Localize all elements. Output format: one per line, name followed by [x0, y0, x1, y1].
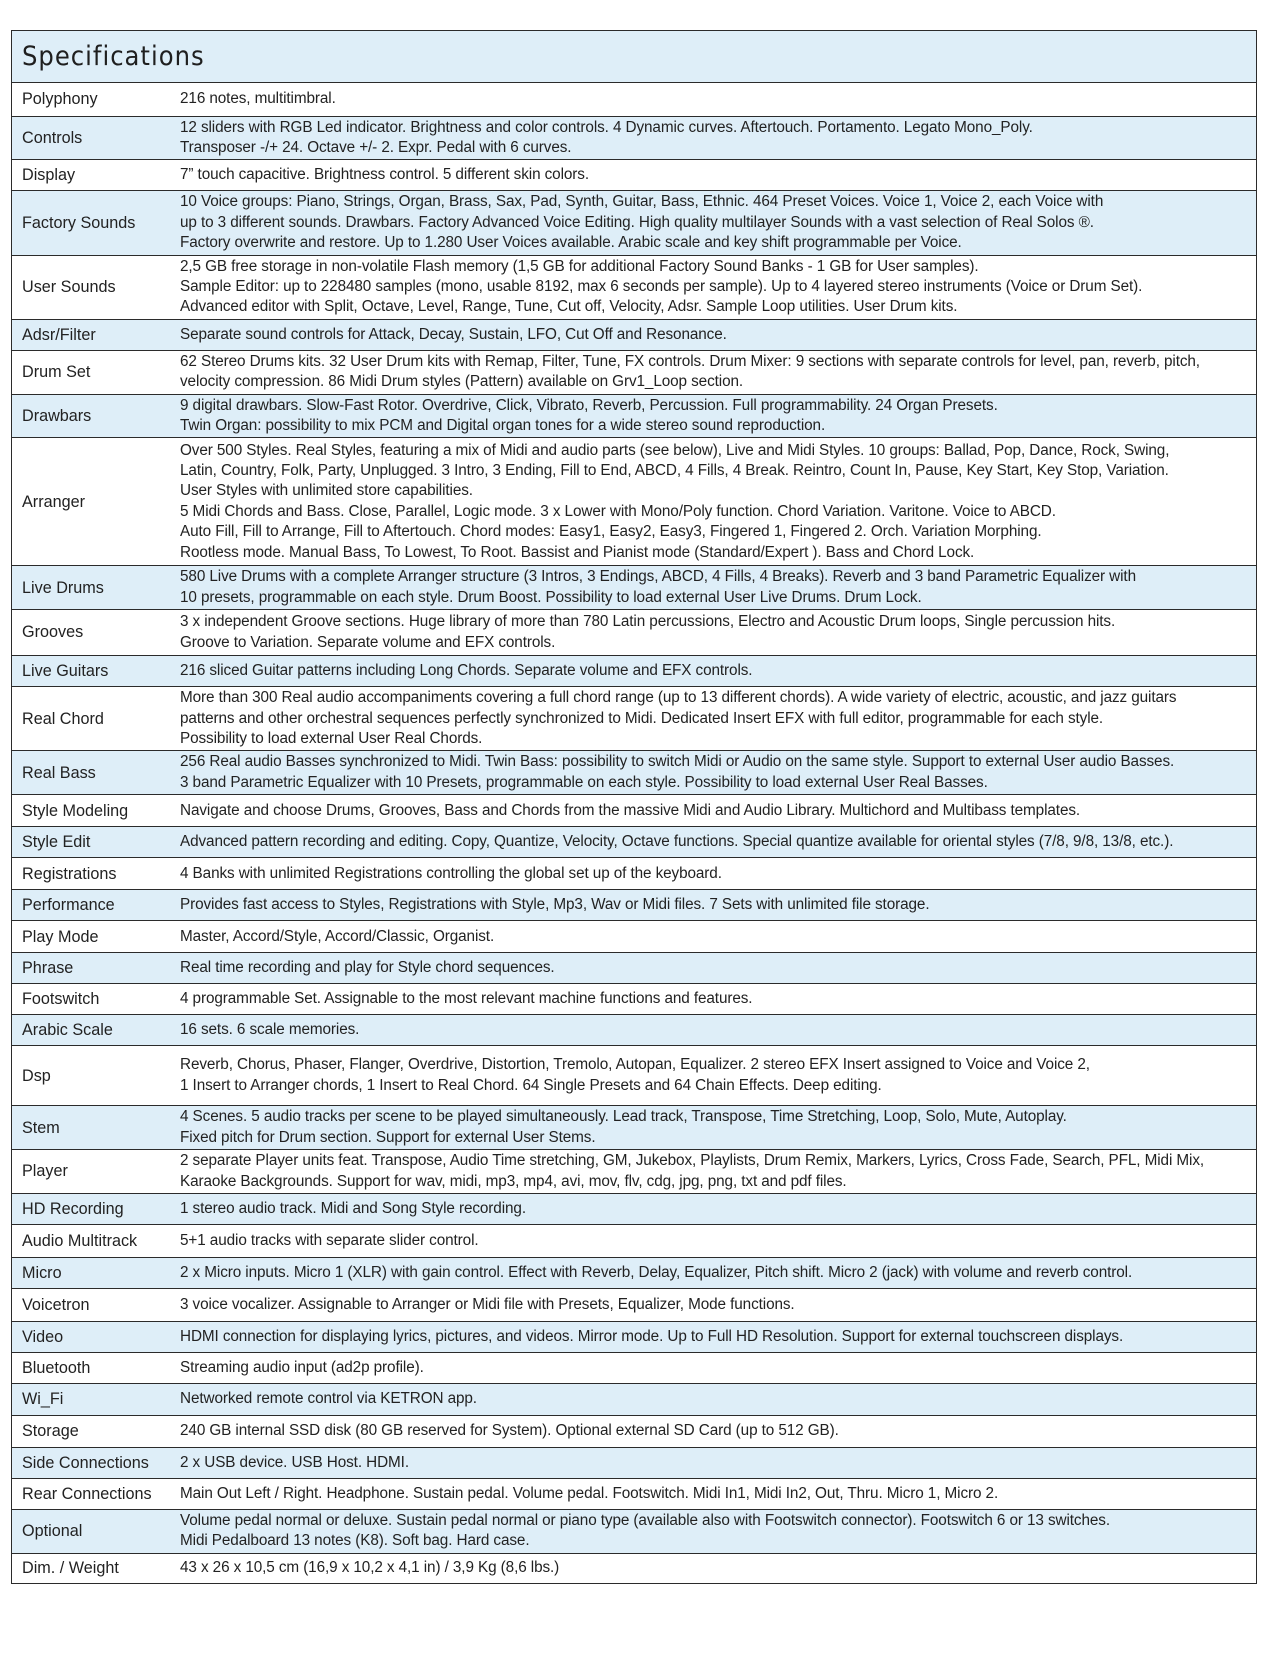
- spec-row: [12, 1416, 1256, 1448]
- spec-label: Controls: [12, 116, 180, 160]
- spec-value-line: 4 Scenes. 5 audio tracks per scene to be played simultaneously. Lead track, Transpose, Time Stretching, Loop, Solo, Mute, Autoplay.: [180, 1108, 1067, 1126]
- spec-label: Side Connections: [12, 1448, 180, 1479]
- spec-value-line: 5 Midi Chords and Bass. Close, Parallel, Logic mode. 3 x Lower with Mono/Poly function. Chord Variation. Varitone. Voice to ABCD.: [180, 502, 1056, 520]
- spec-value-line: Twin Organ: possibility to mix PCM and Digital organ tones for a wide stereo sound reproduction.: [180, 416, 826, 434]
- spec-value-line: Transposer -/+ 24. Octave +/- 2. Expr. Pedal with 6 curves.: [180, 138, 572, 156]
- spec-value-line: Factory overwrite and restore. Up to 1.280 User Voices available. Arabic scale and key shift programmable per Voice.: [180, 234, 962, 252]
- spec-row: [12, 1046, 1256, 1106]
- spec-value-line: patterns and other orchestral sequences perfectly synchronized to Midi. Dedicated Insert EFX with full editor, programmable for each style.: [180, 709, 1104, 727]
- spec-value-line: Karaoke Backgrounds. Support for wav, midi, mp3, mp4, avi, mov, flv, cdg, jpg, png, txt and pdf files.: [180, 1172, 847, 1190]
- spec-value-line: 10 presets, programmable on each style. Drum Boost. Possibility to load external User Live Drums. Drum Lock.: [180, 588, 922, 606]
- spec-value: [180, 566, 1256, 610]
- spec-value-line: 3 x independent Groove sections. Huge library of more than 780 Latin percussions, Electro and Acoustic Drum loops, Single percussion hits.: [180, 613, 1116, 631]
- spec-row: [12, 1289, 1256, 1322]
- spec-value-line: Possibility to load external User Real Chords.: [180, 730, 483, 747]
- spec-value-line: Streaming audio input (ad2p profile).: [180, 1358, 424, 1376]
- spec-label: Arranger: [12, 438, 180, 566]
- spec-value: [180, 890, 1256, 921]
- spec-row: [12, 1322, 1256, 1353]
- spec-value: [180, 394, 1256, 438]
- spec-value: [180, 1194, 1256, 1225]
- spec-row: [12, 656, 1256, 687]
- spec-value: [180, 1479, 1256, 1510]
- spec-value: [180, 1258, 1256, 1289]
- spec-value-line: 2 x USB device. USB Host. HDMI.: [180, 1453, 409, 1471]
- spec-value-line: up to 3 different sounds. Drawbars. Factory Advanced Voice Editing. High quality multilayer Sounds with a vast selection of Real Solos ®.: [180, 213, 1094, 231]
- spec-value-line: Navigate and choose Drums, Grooves, Bass and Chords from the massive Midi and Audio Library. Multichord and Multibass templates.: [180, 801, 1081, 819]
- spec-value-line: 256 Real audio Basses synchronized to Midi. Twin Bass: possibility to switch Midi or Audio on the same style. Support to external User audio Basses.: [180, 753, 1175, 771]
- spec-value-line: Sample Editor: up to 228480 samples (mono, usable 8192, max 6 seconds per sample). Up to 4 layered stereo instruments (Voice or Drum Set).: [180, 277, 1143, 295]
- spec-row: [12, 984, 1256, 1015]
- spec-row: [12, 1448, 1256, 1479]
- spec-label: Polyphony: [12, 83, 180, 116]
- spec-value: [180, 1510, 1256, 1554]
- spec-value-line: 12 sliders with RGB Led indicator. Brightness and color controls. 4 Dynamic curves. Aftertouch. Portamento. Legato Mono_Poly.: [180, 118, 1033, 136]
- spec-table: [12, 83, 1256, 1584]
- spec-value-line: 580 Live Drums with a complete Arranger structure (3 Intros, 3 Endings, ABCD, 4 Fills, 4 Breaks). Reverb and 3 band Parametric Equalizer with: [180, 568, 1136, 586]
- spec-value: [180, 751, 1256, 795]
- spec-row: [12, 953, 1256, 984]
- spec-value: [180, 191, 1256, 255]
- spec-value-line: Rootless mode. Manual Bass, To Lowest, To Root. Bassist and Pianist mode (Standard/Expert ). Bass and Chord Lock.: [180, 543, 975, 561]
- spec-value: [180, 1384, 1256, 1416]
- spec-label: Drawbars: [12, 394, 180, 438]
- spec-value-line: 216 sliced Guitar patterns including Long Chords. Separate volume and EFX controls.: [180, 661, 753, 679]
- spec-row: [12, 1258, 1256, 1289]
- spec-value: [180, 656, 1256, 687]
- spec-value-line: Auto Fill, Fill to Arrange, Fill to Aftertouch. Chord modes: Easy1, Easy2, Easy3, Fingered 1, Fingered 2. Orch. Variation Morphing.: [180, 523, 1042, 541]
- spec-row: [12, 319, 1256, 350]
- spec-row: [12, 350, 1256, 394]
- spec-value: [180, 610, 1256, 656]
- spec-label: Phrase: [12, 953, 180, 984]
- spec-label: Style Edit: [12, 827, 180, 858]
- spec-value: [180, 858, 1256, 890]
- spec-row: [12, 1194, 1256, 1225]
- spec-value: [180, 255, 1256, 319]
- spec-value-line: Reverb, Chorus, Phaser, Flanger, Overdrive, Distortion, Tremolo, Autopan, Equalizer. 2 stereo EFX Insert assigned to Voice and Voice 2,: [180, 1056, 1090, 1074]
- spec-row: [12, 610, 1256, 656]
- spec-label: Live Drums: [12, 566, 180, 610]
- spec-label: Voicetron: [12, 1289, 180, 1322]
- spec-value-line: Over 500 Styles. Real Styles, featuring a mix of Midi and audio parts (see below), Live and Midi Styles. 10 groups: Ballad, Pop, Dance, Rock, Swing,: [180, 441, 1170, 459]
- spec-value: [180, 1150, 1256, 1194]
- spec-label: Drum Set: [12, 350, 180, 394]
- spec-row: [12, 858, 1256, 890]
- spec-label: Factory Sounds: [12, 191, 180, 255]
- spec-value: [180, 116, 1256, 160]
- spec-label: Live Guitars: [12, 656, 180, 687]
- spec-value: [180, 953, 1256, 984]
- spec-value: [180, 1046, 1256, 1106]
- spec-row: [12, 438, 1256, 566]
- spec-value-line: Advanced pattern recording and editing. Copy, Quantize, Velocity, Octave functions. Special quantize available for oriental styles (7/8, 9/8, 13/8, etc.).: [180, 833, 1174, 851]
- spec-sheet: [11, 30, 1257, 1584]
- spec-value: [180, 350, 1256, 394]
- spec-value-line: 16 sets. 6 scale memories.: [180, 1021, 360, 1039]
- spec-row: [12, 394, 1256, 438]
- spec-label: Real Bass: [12, 751, 180, 795]
- spec-row: [12, 1150, 1256, 1194]
- spec-row: [12, 1553, 1256, 1583]
- spec-value-line: 2 x Micro inputs. Micro 1 (XLR) with gain control. Effect with Reverb, Delay, Equalizer, Pitch shift. Micro 2 (jack) with volume and reverb control.: [180, 1263, 1133, 1281]
- spec-label: Stem: [12, 1106, 180, 1150]
- spec-row: [12, 116, 1256, 160]
- spec-value-line: 2 separate Player units feat. Transpose, Audio Time stretching, GM, Jukebox, Playlists, Drum Remix, Markers, Lyrics, Cross Fade, Search, PFL, Midi Mix,: [180, 1152, 1205, 1170]
- spec-value-line: User Styles with unlimited store capabilities.: [180, 482, 473, 500]
- spec-value-line: HDMI connection for displaying lyrics, pictures, and videos. Mirror mode. Up to Full HD Resolution. Support for external touchscreen displays.: [180, 1327, 1124, 1345]
- spec-row: [12, 795, 1256, 827]
- spec-value: [180, 984, 1256, 1015]
- spec-label: Adsr/Filter: [12, 319, 180, 350]
- spec-value-line: 5+1 audio tracks with separate slider control.: [180, 1231, 479, 1249]
- spec-value-line: 2,5 GB free storage in non-volatile Flash memory (1,5 GB for additional Factory Sound Banks - 1 GB for User samples).: [180, 257, 979, 275]
- spec-row: [12, 687, 1256, 751]
- page-title: Specifications: [22, 41, 205, 72]
- spec-value: [180, 1416, 1256, 1448]
- spec-label: Registrations: [12, 858, 180, 890]
- spec-label: Performance: [12, 890, 180, 921]
- spec-row: [12, 751, 1256, 795]
- spec-value-line: 62 Stereo Drums kits. 32 User Drum kits with Remap, Filter, Tune, FX controls. Drum Mixer: 9 sections with separate controls for level, pan, reverb, pitch,: [180, 352, 1200, 370]
- spec-value-line: Provides fast access to Styles, Registrations with Style, Mp3, Wav or Midi files. 7 Sets with unlimited file storage.: [180, 896, 930, 914]
- spec-value-line: 43 x 26 x 10,5 cm (16,9 x 10,2 x 4,1 in) / 3,9 Kg (8,6 lbs.): [180, 1559, 560, 1577]
- spec-value-line: 10 Voice groups: Piano, Strings, Organ, Brass, Sax, Pad, Synth, Guitar, Bass, Ethnic. 464 Preset Voices. Voice 1, Voice 2, each Voice with: [180, 193, 1104, 211]
- spec-row: [12, 191, 1256, 255]
- spec-row: [12, 1384, 1256, 1416]
- spec-value-line: 240 GB internal SSD disk (80 GB reserved for System). Optional external SD Card (up to 512 GB).: [180, 1422, 839, 1440]
- spec-row: [12, 83, 1256, 116]
- spec-value-line: Master, Accord/Style, Accord/Classic, Organist.: [180, 927, 495, 945]
- spec-value-line: Fixed pitch for Drum section. Support for external User Stems.: [180, 1128, 596, 1146]
- spec-value-line: Volume pedal normal or deluxe. Sustain pedal normal or piano type (available also with Footswitch connector). Footswitch 6 or 13 switches.: [180, 1512, 1110, 1530]
- spec-value-line: 9 digital drawbars. Slow-Fast Rotor. Overdrive, Click, Vibrato, Reverb, Percussion. Full programmability. 24 Organ Presets.: [180, 396, 998, 414]
- spec-row: [12, 566, 1256, 610]
- spec-value: [180, 438, 1256, 566]
- spec-value: [180, 160, 1256, 191]
- spec-label: Player: [12, 1150, 180, 1194]
- spec-value-line: Advanced editor with Split, Octave, Level, Range, Tune, Cut off, Velocity, Adsr. Sample Loop utilities. User Drum kits.: [180, 298, 958, 316]
- spec-row: [12, 827, 1256, 858]
- spec-value-line: Networked remote control via KETRON app.: [180, 1390, 477, 1408]
- spec-value-line: More than 300 Real audio accompaniments covering a full chord range (up to 13 different chords). A wide variety of electric, acoustic, and jazz guitars: [180, 689, 1177, 707]
- spec-value: [180, 83, 1256, 116]
- spec-value-line: Separate sound controls for Attack, Decay, Sustain, LFO, Cut Off and Resonance.: [180, 325, 727, 343]
- spec-label: Video: [12, 1322, 180, 1353]
- spec-label: Footswitch: [12, 984, 180, 1015]
- spec-label: Rear Connections: [12, 1479, 180, 1510]
- spec-label: Dim. / Weight: [12, 1553, 180, 1583]
- spec-row: [12, 1225, 1256, 1258]
- spec-value: [180, 1322, 1256, 1353]
- spec-label: Dsp: [12, 1046, 180, 1106]
- spec-label: Display: [12, 160, 180, 191]
- spec-value-line: Real time recording and play for Style chord sequences.: [180, 959, 555, 977]
- spec-value: [180, 1225, 1256, 1258]
- spec-value: [180, 1553, 1256, 1583]
- spec-label: Storage: [12, 1416, 180, 1448]
- spec-row: [12, 1106, 1256, 1150]
- title-bar: [12, 31, 1256, 83]
- spec-value-line: Midi Pedalboard 13 notes (K8). Soft bag. Hard case.: [180, 1532, 530, 1550]
- spec-value-line: 1 stereo audio track. Midi and Song Style recording.: [180, 1199, 526, 1217]
- spec-value-line: 7” touch capacitive. Brightness control. 5 different skin colors.: [180, 166, 589, 184]
- spec-value: [180, 687, 1256, 751]
- spec-value-line: Groove to Variation. Separate volume and EFX controls.: [180, 633, 556, 651]
- spec-value-line: Main Out Left / Right. Headphone. Sustain pedal. Volume pedal. Footswitch. Midi In1, Midi In2, Out, Thru. Micro 1, Micro 2.: [180, 1484, 999, 1502]
- spec-label: User Sounds: [12, 255, 180, 319]
- spec-value-line: velocity compression. 86 Midi Drum styles (Pattern) available on Grv1_Loop section.: [180, 373, 744, 391]
- spec-label: HD Recording: [12, 1194, 180, 1225]
- spec-row: [12, 1353, 1256, 1384]
- spec-row: [12, 1510, 1256, 1554]
- spec-label: Optional: [12, 1510, 180, 1554]
- spec-row: [12, 160, 1256, 191]
- spec-row: [12, 1015, 1256, 1046]
- spec-label: Grooves: [12, 610, 180, 656]
- spec-value-line: 3 band Parametric Equalizer with 10 Presets, programmable on each style. Possibility to load external User Real Basses.: [180, 773, 988, 791]
- spec-value: [180, 827, 1256, 858]
- spec-value: [180, 921, 1256, 953]
- spec-label: Wi_Fi: [12, 1384, 180, 1416]
- spec-value: [180, 795, 1256, 827]
- spec-label: Bluetooth: [12, 1353, 180, 1384]
- spec-value-line: 216 notes, multitimbral.: [180, 90, 336, 108]
- spec-value: [180, 1015, 1256, 1046]
- spec-value-line: Latin, Country, Folk, Party, Unplugged. 3 Intro, 3 Ending, Fill to End, ABCD, 4 Fills, 4 Break. Reintro, Count In, Pause, Key Start, Key Stop, Variation.: [180, 462, 1169, 480]
- spec-row: [12, 255, 1256, 319]
- spec-label: Arabic Scale: [12, 1015, 180, 1046]
- spec-value: [180, 319, 1256, 350]
- spec-row: [12, 1479, 1256, 1510]
- spec-value-line: 4 programmable Set. Assignable to the most relevant machine functions and features.: [180, 990, 753, 1008]
- spec-value: [180, 1448, 1256, 1479]
- spec-label: Style Modeling: [12, 795, 180, 827]
- spec-value: [180, 1289, 1256, 1322]
- spec-value: [180, 1106, 1256, 1150]
- spec-label: Play Mode: [12, 921, 180, 953]
- spec-value: [180, 1353, 1256, 1384]
- spec-label: Audio Multitrack: [12, 1225, 180, 1258]
- spec-row: [12, 890, 1256, 921]
- spec-label: Real Chord: [12, 687, 180, 751]
- spec-row: [12, 921, 1256, 953]
- spec-value-line: 4 Banks with unlimited Registrations controlling the global set up of the keyboard.: [180, 864, 722, 882]
- spec-value-line: 1 Insert to Arranger chords, 1 Insert to Real Chord. 64 Single Presets and 64 Chain Effects. Deep editing.: [180, 1076, 882, 1094]
- spec-value-line: 3 voice vocalizer. Assignable to Arranger or Midi file with Presets, Equalizer, Mode functions.: [180, 1295, 795, 1313]
- spec-table-body: [12, 83, 1256, 1583]
- spec-label: Micro: [12, 1258, 180, 1289]
